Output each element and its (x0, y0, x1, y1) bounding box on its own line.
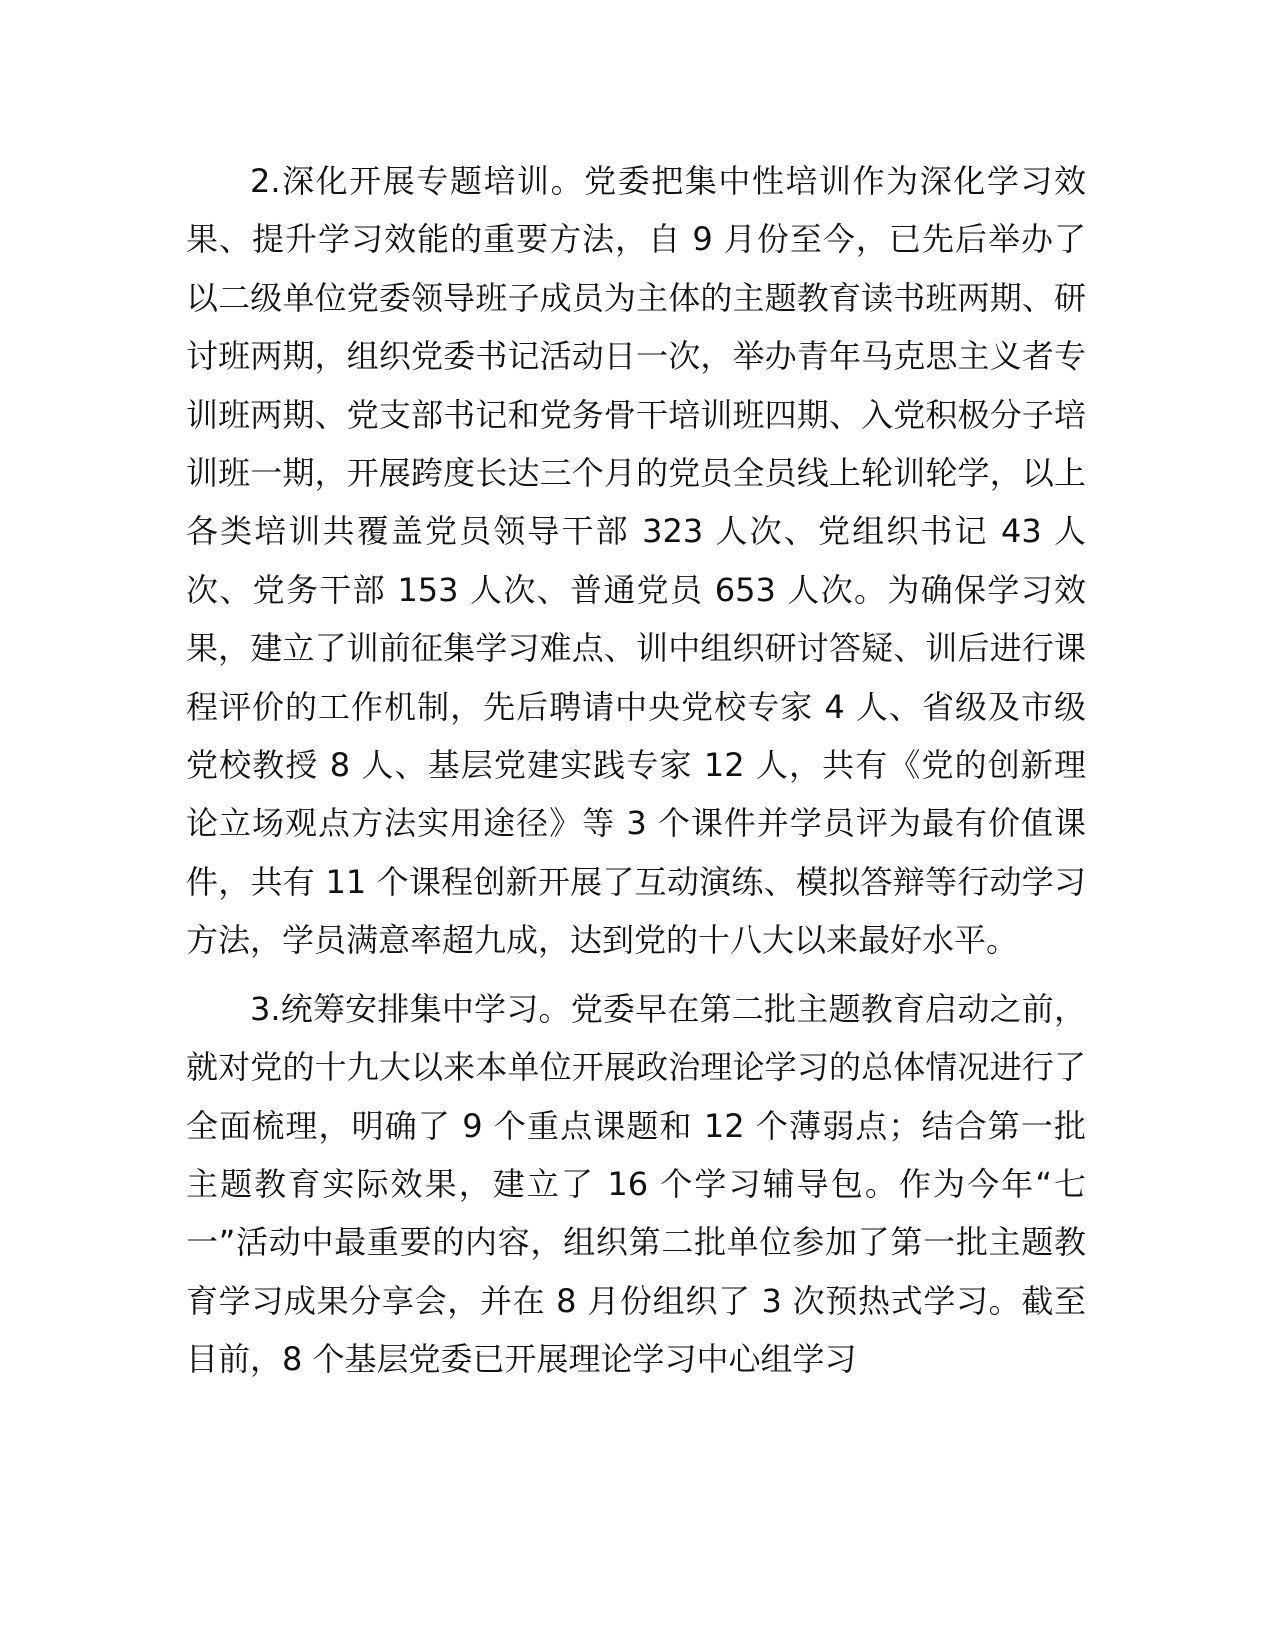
paragraph-special-training: 2.深化开展专题培训。党委把集中性培训作为深化学习效果、提升学习效能的重要方法，自 9 月份至今，已先后举办了以二级单位党委领导班子成员为主体的主题教育读书班两期、研讨班两期，组织党委书记活动日一次，举办青年马克思主义者专训班两期、党支部书记和党务骨干培训班四期、入党积极分子培训班一期，开展跨度长达三个月的党员全员线上轮训轮学，以上各类培训共覆盖党员领导干部 323 人次、党组织书记 43 人次、党务干部 153 人次、普通党员 653 人次。为确保学习效果，建立了训前征集学习难点、训中组织研讨答疑、训后进行课程评价的工作机制，先后聘请中央党校专家 4 人、省级及市级党校教授 8 人、基层党建实践专家 12 人，共有《党的创新理论立场观点方法实用途径》等 3 个课件并学员评为最有价值课件，共有 11 个课程创新开展了互动演练、模拟答辩等行动学习方法，学员满意率超九成，达到党的十八大以来最好水平。 (186, 162, 1086, 960)
paragraph-centralized-study: 3.统筹安排集中学习。党委早在第二批主题教育启动之前，就对党的十九大以来本单位开展政治理论学习的总体情况进行了全面梳理，明确了 9 个重点课题和 12 个薄弱点；结合第一批主题教育实际效果，建立了 16 个学习辅导包。作为今年“七一”活动中最重要的内容，组织第二批单位参加了第一批主题教育学习成果分享会，并在 8 月份组织了 3 次预热式学习。截至目前，8 个基层党委已开展理论学习中心组学习 (186, 989, 1086, 1379)
document-body (186, 152, 1086, 1389)
